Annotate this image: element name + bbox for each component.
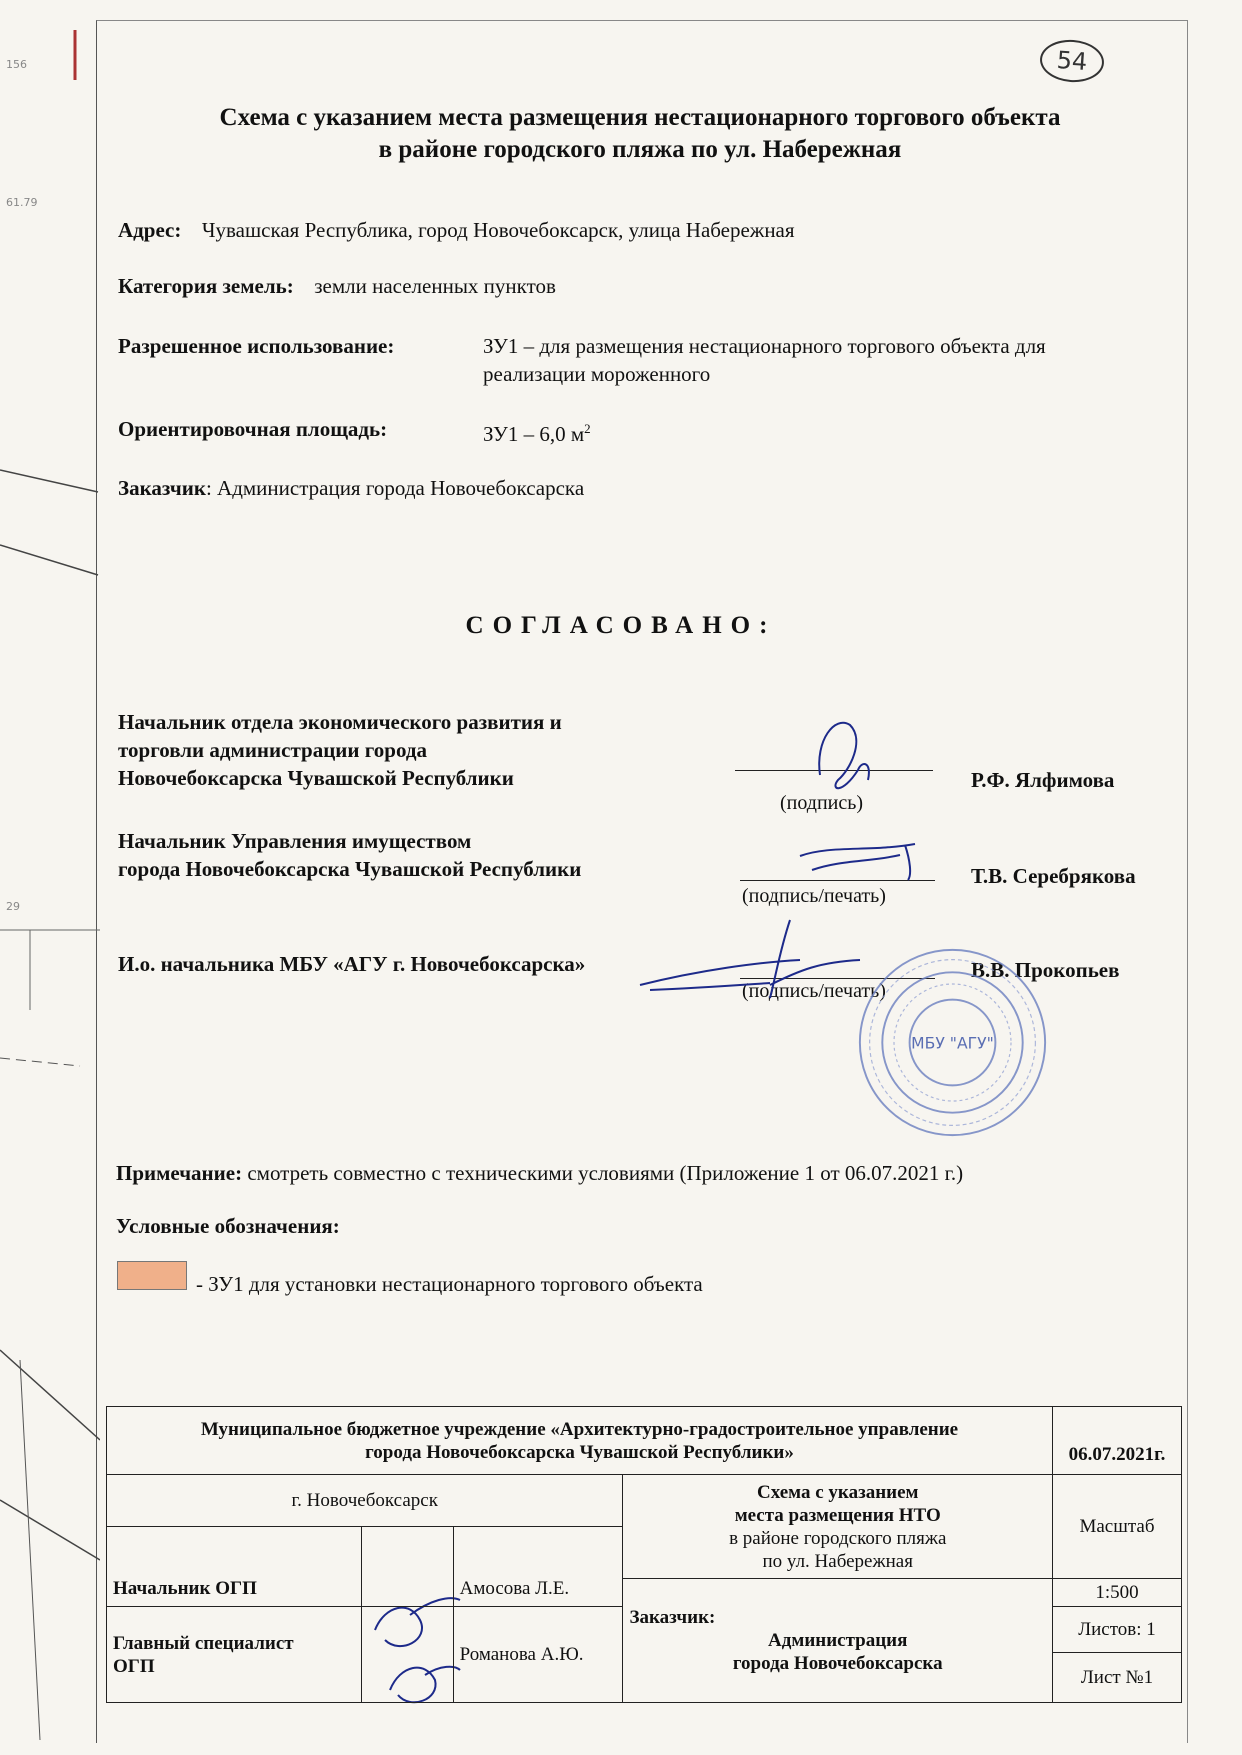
signatory-1-name: Р.Ф. Ялфимова	[971, 768, 1115, 792]
category-label: Категория земель:	[118, 274, 294, 298]
stamp-scheme-line-2: места размещения НТО	[734, 1504, 941, 1526]
stamp-signature-cell-2	[361, 1607, 453, 1703]
customer-value: : Администрация города Новочебоксарска	[205, 476, 585, 500]
signatory-3-position: И.о. начальника МБУ «АГУ г. Новочебоксарска»	[118, 952, 586, 976]
address-label: Адрес:	[118, 218, 182, 242]
signature-yalfimova	[819, 723, 869, 788]
legend-swatch-zu1	[117, 1261, 187, 1290]
stamp-signature-cell-1	[361, 1527, 453, 1607]
stamp-scheme-line-4: по ул. Набережная	[762, 1550, 913, 1572]
round-seal	[855, 945, 1050, 1140]
signatory-2-position-line-1: Начальник Управления имуществом	[118, 829, 472, 853]
signatory-1-position-line-3: Новочебоксарска Чувашской Республики	[118, 766, 514, 790]
usage-value-line-2: реализации мороженного	[483, 362, 711, 386]
stamp-customer-line-2: города Новочебоксарска	[732, 1653, 943, 1674]
margin-mark: 29	[6, 900, 20, 913]
category-value: земли населенных пунктов	[314, 274, 556, 298]
signature-prokopyev	[640, 920, 860, 998]
signatory-1-position-line-2: торговли администрации города	[118, 738, 427, 762]
seal-text: МБУ "АГУ"	[911, 1034, 994, 1053]
stamp-scale-label: Масштаб	[1053, 1475, 1182, 1579]
customer-label: Заказчик	[118, 476, 206, 500]
stamp-customer	[623, 1579, 1053, 1703]
stamp-city: г. Новочебоксарск	[107, 1475, 623, 1527]
signatory-2-position-line-2: города Новочебоксарска Чувашской Республики	[118, 857, 582, 881]
stamp-scale-value: 1:500	[1053, 1579, 1182, 1607]
stamp-date: 06.07.2021г.	[1053, 1407, 1182, 1475]
note-value: смотреть совместно с техническими условиями (Приложение 1 от 06.07.2021 г.)	[242, 1161, 964, 1185]
usage-label: Разрешенное использование:	[118, 334, 395, 358]
signatory-3-name: В.В. Прокопьев	[971, 958, 1120, 982]
note-row	[116, 1159, 963, 1187]
address-value: Чувашская Республика, город Новочебоксарск, улица Набережная	[201, 218, 795, 242]
title-block	[106, 1406, 1182, 1703]
note-label: Примечание:	[116, 1161, 243, 1185]
stamp-role-1: Начальник ОГП	[107, 1527, 362, 1607]
title-line-2: в районе городского пляжа по ул. Набережная	[378, 136, 902, 163]
agreed-heading: СОГЛАСОВАНО:	[465, 612, 777, 639]
stamp-organization-line-1: Муниципальное бюджетное учреждение «Архитектурно-градостроительное управление	[200, 1418, 959, 1440]
title-line-1: Схема с указанием места размещения нестационарного торгового объекта	[219, 104, 1061, 131]
page-number-mark: 54	[1039, 38, 1106, 84]
stamp-role-2-line-1: Главный специалист	[113, 1632, 294, 1654]
stamp-scheme-title	[623, 1475, 1053, 1579]
signatory-2-caption: (подпись/печать)	[742, 885, 886, 907]
stamp-organization	[107, 1407, 1053, 1475]
stamp-customer-line-1: Администрация	[768, 1630, 908, 1651]
area-value-text: ЗУ1 – 6,0 м	[483, 422, 585, 446]
area-label: Ориентировочная площадь:	[118, 417, 388, 441]
signature-serebryakova	[800, 844, 915, 880]
area-unit-superscript: 2	[584, 421, 591, 436]
signatory-1-position-line-1: Начальник отдела экономического развития и	[118, 710, 562, 734]
stamp-name-1: Амосова Л.Е.	[453, 1527, 623, 1607]
stamp-sheets-count: Листов: 1	[1053, 1607, 1182, 1653]
legend-heading: Условные обозначения:	[116, 1214, 340, 1238]
stamp-customer-label: Заказчик:	[629, 1607, 716, 1628]
stamp-organization-line-2: города Новочебоксарска Чувашской Республики»	[365, 1441, 794, 1463]
signatory-3-caption: (подпись/печать)	[742, 980, 886, 1002]
stamp-name-2: Романова А.Ю.	[453, 1607, 623, 1703]
margin-mark: 61.79	[6, 196, 38, 209]
stamp-sheet-number: Лист №1	[1053, 1653, 1182, 1703]
stamp-role-2-line-2: ОГП	[113, 1655, 155, 1677]
stamp-scheme-line-3: в районе городского пляжа	[729, 1527, 947, 1549]
signatory-1-caption: (подпись)	[780, 792, 864, 814]
stamp-role-2	[107, 1607, 362, 1703]
stamp-scheme-line-1: Схема с указанием	[756, 1481, 919, 1503]
signatory-2-name: Т.В. Серебрякова	[971, 864, 1136, 888]
legend-item-text: - ЗУ1 для установки нестационарного торгового объекта	[196, 1272, 703, 1296]
usage-value-line-1: ЗУ1 – для размещения нестационарного торгового объекта для	[483, 334, 1046, 358]
margin-mark: 156	[6, 58, 27, 71]
